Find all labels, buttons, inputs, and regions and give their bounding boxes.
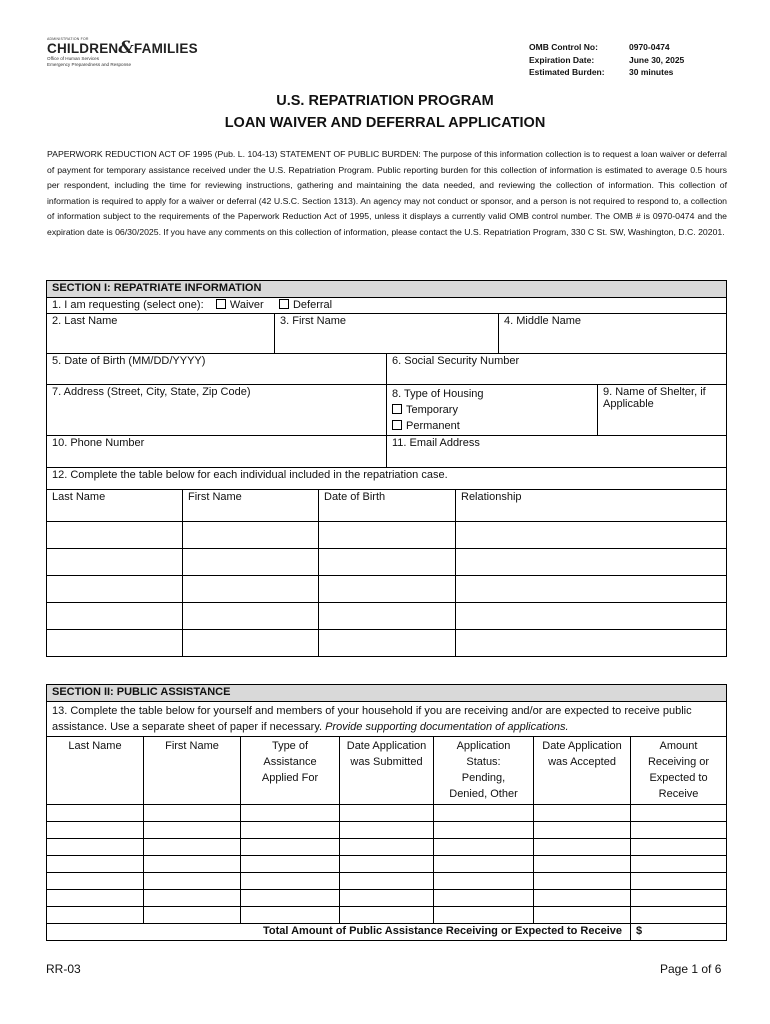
table-row: [47, 873, 727, 890]
table-row: [47, 856, 727, 873]
form-title: LOAN WAIVER AND DEFERRAL APPLICATION: [224, 115, 546, 131]
housing-type-field: 8. Type of Housing Temporary Permanent: [387, 385, 598, 436]
ssn-field[interactable]: 6. Social Security Number: [387, 354, 727, 385]
table-row: [47, 522, 727, 549]
col-header-date-submitted: Date Application was Submitted: [340, 737, 434, 805]
deferral-checkbox[interactable]: [279, 299, 289, 309]
logo-wordmark: CHILDREN&FAMILIES: [47, 38, 198, 58]
permanent-checkbox[interactable]: [392, 420, 402, 430]
page-number: Page 1 of 6: [660, 962, 722, 976]
q12-instructions: 12. Complete the table below for each individual included in the repatriation case.: [47, 468, 727, 490]
paperwork-statement: PAPERWORK REDUCTION ACT OF 1995 (Pub. L. 104-13) STATEMENT OF PUBLIC BURDEN: The purpose of this information collection is to request a loan waiver or deferral of payment for temporary assistance received under the U.S. Repatriation Program. Public reporting burden for this collection of information is estimated to average 0.5 hours per respondent, including the time for reviewing instructions, gathering and maintaining the data needed, and reviewing the collection of information. This collection of information is required to apply for a waiver or deferral (42 U.S.C. Section 1313). An agency may not conduct or sponsor, and a person is not required to respond to, a collection of information subject to the requirements of the Paperwork Reduction Act of 1995, unless it displays a currently valid OMB control number. The OMB # is 0970-0474 and the expiration date is 06/30/2025. If you have any comments on this collection of information, please contact the U.S. Repatriation Program, 330 C St. SW, Washington, D.C. 20201.: [47, 149, 727, 237]
table-row: [47, 549, 727, 576]
col-header-date-accepted: Date Application was Accepted: [534, 737, 631, 805]
total-amount-field[interactable]: $: [631, 924, 727, 941]
col-header-first-name: First Name: [144, 737, 241, 805]
middle-name-field[interactable]: 4. Middle Name: [499, 314, 727, 354]
waiver-checkbox[interactable]: [216, 299, 226, 309]
col-header-last-name: Last Name: [47, 490, 183, 522]
last-name-field[interactable]: 2. Last Name: [47, 314, 275, 354]
first-name-field[interactable]: 3. First Name: [275, 314, 499, 354]
table-row: [47, 907, 727, 924]
col-header-first-name: First Name: [183, 490, 319, 522]
table-row: [47, 805, 727, 822]
table-row: [47, 839, 727, 856]
col-header-dob: Date of Birth: [319, 490, 456, 522]
shelter-name-field[interactable]: 9. Name of Shelter, if Applicable: [598, 385, 727, 436]
table-row: [47, 603, 727, 630]
logo-top-line: ADMINISTRATION FOR: [47, 37, 89, 41]
form-id: RR-03: [46, 962, 81, 976]
table-row: [47, 822, 727, 839]
table-row: [47, 576, 727, 603]
col-header-last-name: Last Name: [47, 737, 144, 805]
section2-heading: SECTION II: PUBLIC ASSISTANCE: [47, 685, 727, 702]
address-field[interactable]: 7. Address (Street, City, State, Zip Code): [47, 385, 387, 436]
col-header-relationship: Relationship: [456, 490, 727, 522]
col-header-amount: Amount Receiving or Expected to Receive: [631, 737, 727, 805]
acf-logo: [47, 37, 198, 68]
dob-field[interactable]: 5. Date of Birth (MM/DD/YYYY): [47, 354, 387, 385]
q13-instructions: 13. Complete the table below for yourself and members of your household if you are receiving and/or are expected to receive public assistance. Use a separate sheet of paper if necessary. Provide supporting documentation of applications.: [47, 702, 727, 737]
omb-info: OMB Control No: 0970-0474 Expiration Date: June 30, 2025 Estimated Burden: 30 minutes: [529, 42, 685, 77]
section2-table: [46, 684, 727, 941]
temporary-checkbox[interactable]: [392, 404, 402, 414]
table-row: [47, 630, 727, 657]
logo-sub2: Emergency Preparedness and Response: [47, 62, 132, 67]
section1-table: [46, 280, 727, 657]
program-title: U.S. REPATRIATION PROGRAM: [276, 93, 494, 109]
section1-heading: SECTION I: REPATRIATE INFORMATION: [47, 281, 727, 298]
request-type-row: 1. I am requesting (select one): Waiver Deferral: [47, 298, 727, 314]
logo-sub1: Office of Human Services: [47, 56, 99, 61]
table-row: [47, 890, 727, 907]
total-label: Total Amount of Public Assistance Receiving or Expected to Receive: [47, 924, 631, 941]
phone-field[interactable]: 10. Phone Number: [47, 436, 387, 468]
email-field[interactable]: 11. Email Address: [387, 436, 727, 468]
col-header-status: Application Status: Pending, Denied, Other: [434, 737, 534, 805]
col-header-assistance-type: Type of Assistance Applied For: [241, 737, 340, 805]
